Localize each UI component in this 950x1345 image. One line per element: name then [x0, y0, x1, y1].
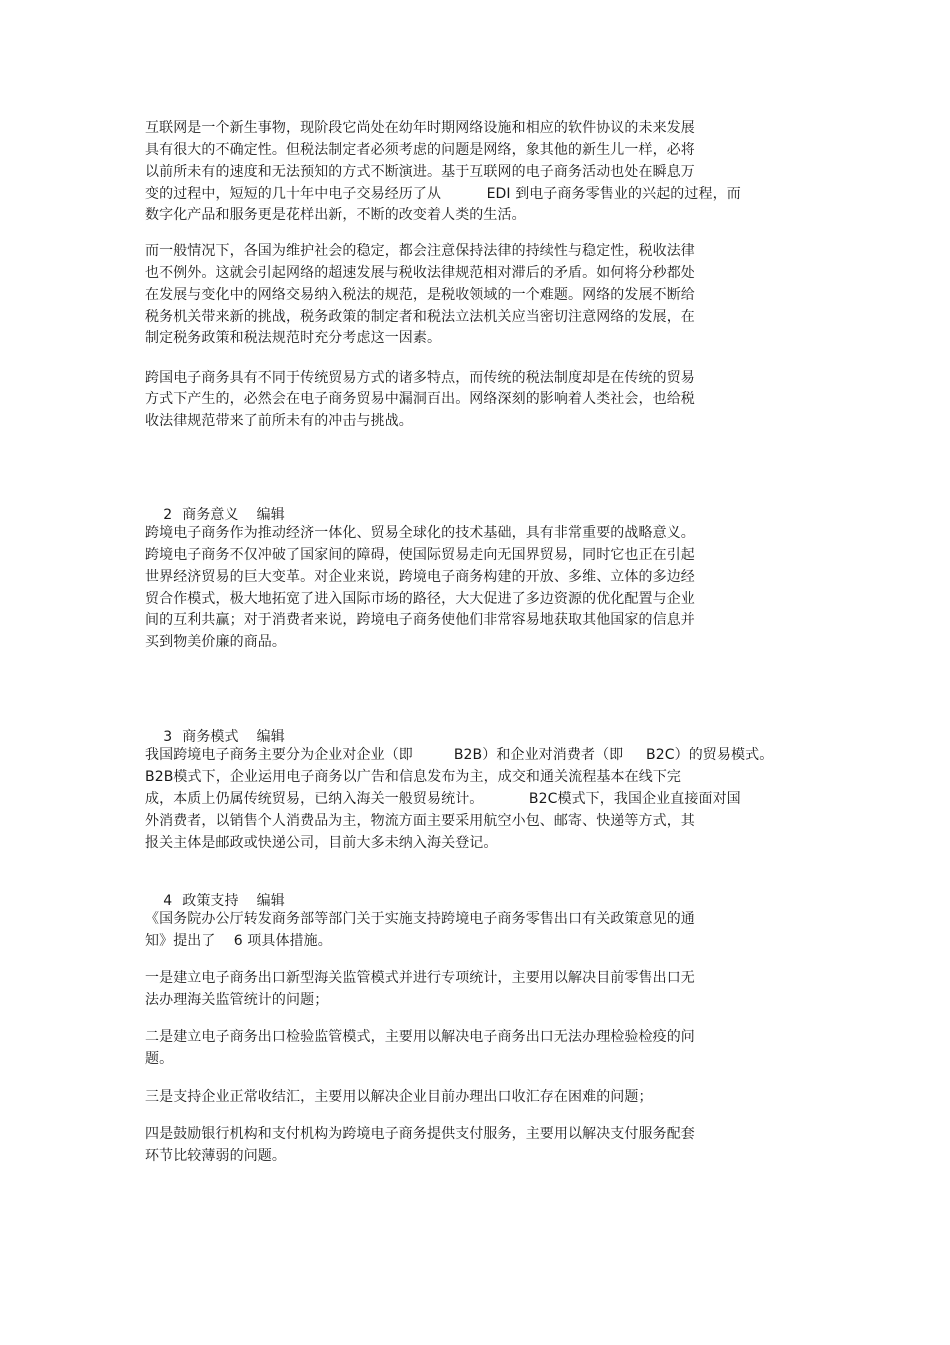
heading-business-model	[145, 707, 285, 745]
heading-number: 3	[163, 729, 173, 745]
text-line: 数字化产品和服务更是花样出新，不断的改变着人类的生活。	[145, 207, 526, 223]
text-line: 方式下产生的，必然会在电子商务贸易中漏洞百出。网络深刻的影响着人类社会，也给税	[145, 391, 695, 407]
text-line: 税务机关带来新的挑战，税务政策的制定者和税法立法机关应当密切注意网络的发展，在	[145, 309, 695, 325]
text-line: 《国务院办公厅转发商务部等部门关于实施支持跨境电子商务零售出口有关政策意见的通	[145, 911, 695, 927]
text-line: 在发展与变化中的网络交易纳入税法的规范，是税收领域的一个难题。网络的发展不断给	[145, 287, 695, 303]
text-line: 环节比较薄弱的问题。	[145, 1148, 286, 1164]
text-line: 我国跨境电子商务主要分为企业对企业（即 B2B）和企业对消费者（即 B2C）的贸易模式。	[145, 747, 774, 763]
text-line: 报关主体是邮政或快递公司，目前大多未纳入海关登记。	[145, 835, 498, 851]
text-line: 制定税务政策和税法规范时充分考虑这一因素。	[145, 330, 442, 346]
text-line: 间的互利共赢；对于消费者来说，跨境电子商务使他们非常容易地获取其他国家的信息并	[145, 612, 695, 628]
text-line: 知》提出了 6 项具体措施。	[145, 933, 332, 949]
text-line: B2B模式下，企业运用电子商务以广告和信息发布为主，成交和通关流程基本在线下完	[145, 769, 682, 785]
text-line: 收法律规范带来了前所未有的冲击与挑战。	[145, 413, 413, 429]
text-line: 三是支持企业正常收结汇，主要用以解决企业目前办理出口收汇存在困难的问题；	[145, 1089, 653, 1105]
heading-title: 商务意义	[182, 507, 239, 523]
text-line: 成，本质上仍属传统贸易，已纳入海关一般贸易统计。 B2C模式下，我国企业直接面对国	[145, 791, 741, 807]
text-line: 四是鼓励银行机构和支付机构为跨境电子商务提供支付服务，主要用以解决支付服务配套	[145, 1126, 695, 1142]
text-line: 题。	[145, 1051, 174, 1067]
heading-title: 政策支持	[182, 893, 239, 909]
heading-number: 2	[163, 507, 173, 523]
text-line: 而一般情况下，各国为维护社会的稳定，都会注意保持法律的持续性与稳定性，税收法律	[145, 243, 695, 259]
text-line: 具有很大的不确定性。但税法制定者必须考虑的问题是网络，象其他的新生儿一样，必将	[145, 142, 695, 158]
edit-link[interactable]: 编辑	[256, 507, 285, 523]
text-line: 跨境电子商务不仅冲破了国家间的障碍，使国际贸易走向无国界贸易，同时它也正在引起	[145, 547, 695, 563]
edit-link[interactable]: 编辑	[256, 729, 285, 745]
text-line: 世界经济贸易的巨大变革。对企业来说，跨境电子商务构建的开放、多维、立体的多边经	[145, 569, 695, 585]
text-line: 贸合作模式，极大地拓宽了进入国际市场的路径，大大促进了多边资源的优化配置与企业	[145, 591, 695, 607]
heading-number: 4	[163, 893, 173, 909]
text-line: 变的过程中，短短的几十年中电子交易经历了从 EDI 到电子商务零售业的兴起的过程，而	[145, 186, 741, 202]
heading-title: 商务模式	[182, 729, 239, 745]
text-line: 法办理海关监管统计的问题；	[145, 992, 329, 1008]
text-line: 外消费者，以销售个人消费品为主，物流方面主要采用航空小包、邮寄、快递等方式，其	[145, 813, 695, 829]
edit-link[interactable]: 编辑	[256, 893, 285, 909]
text-line: 也不例外。这就会引起网络的超速发展与税收法律规范相对滞后的矛盾。如何将分秒都处	[145, 265, 695, 281]
text-line: 一是建立电子商务出口新型海关监管模式并进行专项统计，主要用以解决目前零售出口无	[145, 970, 695, 986]
text-line: 二是建立电子商务出口检验监管模式，主要用以解决电子商务出口无法办理检验检疫的问	[145, 1029, 695, 1045]
text-line: 跨国电子商务具有不同于传统贸易方式的诸多特点，而传统的税法制度却是在传统的贸易	[145, 370, 695, 386]
text-line: 互联网是一个新生事物，现阶段它尚处在幼年时期网络设施和相应的软件协议的未来发展	[145, 120, 695, 136]
text-line: 买到物美价廉的商品。	[145, 634, 286, 650]
heading-business-significance	[145, 485, 285, 523]
text-line: 以前所未有的速度和无法预知的方式不断演进。基于互联网的电子商务活动也处在瞬息万	[145, 164, 695, 180]
heading-policy-support	[145, 871, 285, 909]
text-line: 跨境电子商务作为推动经济一体化、贸易全球化的技术基础，具有非常重要的战略意义。	[145, 525, 695, 541]
